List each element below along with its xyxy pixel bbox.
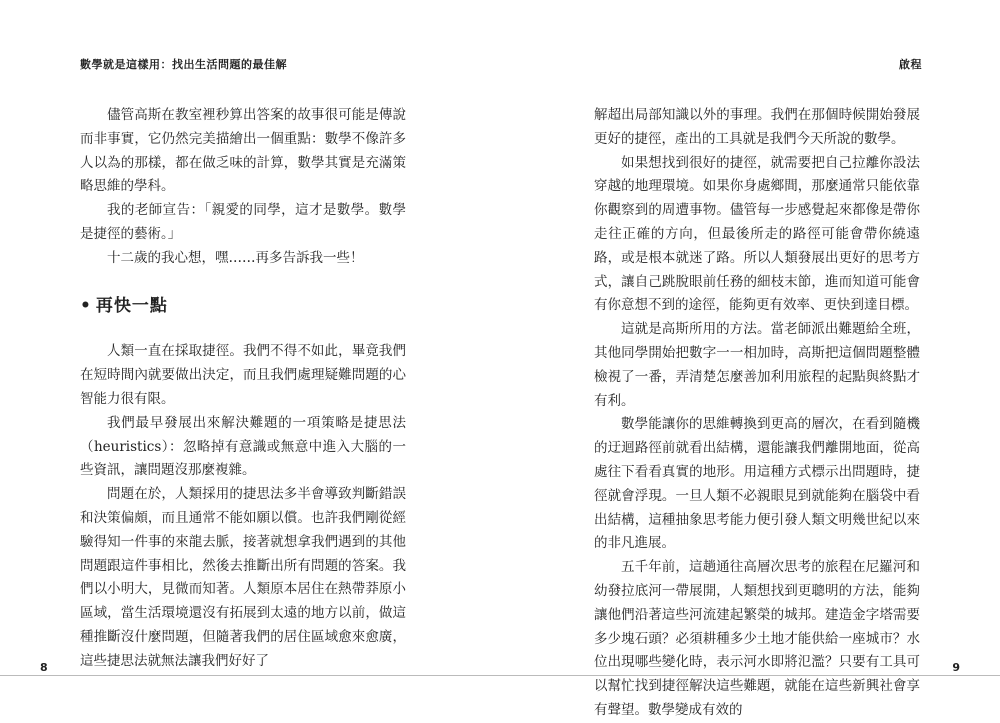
paragraph-continued: 解超出局部知識以外的事理。我們在那個時候開始發展更好的捷徑，產出的工具就是我們今天所說的數學。 [594,107,920,147]
bullet-icon: • [80,295,92,316]
right-page-body [594,104,920,723]
paragraph: 五千年前，這趟通往高層次思考的旅程在尼羅河和幼發拉底河一帶展開，人類想找到更聰明的方法，能夠讓他們沿著這些河流建起繁榮的城邦。建造金字塔需要多少塊石頭？必須耕種多少土地才能供給一座城市？水位出現哪些變化時，表示河水即將氾濫？只要有工具可以幫忙找到捷徑解決這些難題，就能在這些新興社會享有聲望。數學變成有效的 [594,559,920,718]
running-header-chapter: 啟程 [899,58,922,71]
paragraph: 儘管高斯在教室裡秒算出答案的故事很可能是傳說而非事實，它仍然完美描繪出一個重點：數學不像許多人以為的那樣，都在做乏味的計算，數學其實是充滿策略思維的學科。 [80,107,406,195]
paragraph: 人類一直在採取捷徑。我們不得不如此，畢竟我們在短時間內就要做出決定，而且我們處理疑難問題的心智能力很有限。 [80,343,406,407]
footer-rule-left [0,675,500,676]
paragraph: 我的老師宣告：「親愛的同學，這才是數學。數學是捷徑的藝術。」 [80,202,406,242]
left-page-body [80,104,406,674]
footer-rule-right [500,675,1000,676]
section-heading-text: 再快一點 [95,295,168,316]
page-number-right: 9 [952,661,960,674]
paragraph: 問題在於，人類採用的捷思法多半會導致判斷錯誤和決策偏頗，而且通常不能如願以償。也許我們剛從經驗得知一件事的來龍去脈，接著就想拿我們遇到的其他問題跟這件事相比，然後去推斷出所有問題的答案。我們以小明大，見微而知著。人類原本居住在熱帶莽原小區域，當生活環境還沒有拓展到太遠的地方以前，做這種推斷沒什麼問題，但隨著我們的居住區域愈來愈廣，這些捷思法就無法讓我們好好了 [80,486,406,669]
running-header-book-title: 數學就是這樣用：找出生活問題的最佳解 [80,58,287,71]
paragraph: 十二歲的我心想，嘿……再多告訴我一些！ [107,249,364,266]
page-number-left: 8 [40,661,48,674]
paragraph: 我們最早發展出來解決難題的一項策略是捷思法（heuristics）：忽略掉有意識或無意中進入大腦的一些資訊，讓問題沒那麼複雜。 [80,414,406,479]
paragraph: 如果想找到很好的捷徑，就需要把自己拉離你設法穿越的地理環境。如果你身處鄉間，那麼通常只能依靠你觀察到的周遭事物。儘管每一步感覺起來都像是帶你走往正確的方向，但最後所走的路徑可能會帶你繞遠路，或是根本就迷了路。所以人類發展出更好的思考方式，讓自己跳脫眼前任務的細枝末節，進而知道可能會有你意想不到的途徑，能夠更有效率、更快到達目標。 [594,154,920,314]
section-heading [80,295,406,319]
paragraph: 這就是高斯所用的方法。當老師派出難題給全班，其他同學開始把數字一一相加時，高斯把這個問題整體檢視了一番，弄清楚怎麼善加利用旅程的起點與終點才有利。 [594,321,920,409]
paragraph: 數學能讓你的思維轉換到更高的層次，在看到隨機的迂迴路徑前就看出結構，還能讓我們離開地面，從高處往下看看真實的地形。用這種方式標示出問題時，捷徑就會浮現。一旦人類不必親眼見到就能夠在腦袋中看出結構，這種抽象思考能力便引發人類文明幾世紀以來的非凡進展。 [594,416,920,552]
